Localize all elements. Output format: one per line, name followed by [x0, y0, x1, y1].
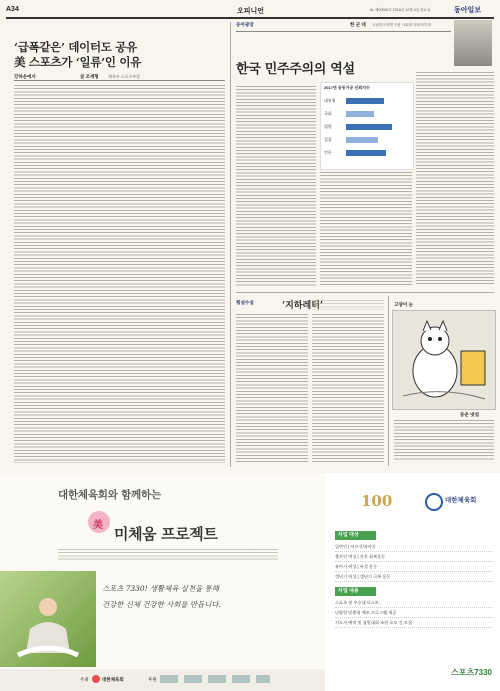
section2-list	[335, 598, 493, 628]
info-list-item: 유아기 여성 | 특성 운동	[335, 562, 493, 572]
info-list-item: 일반인 | 어르신/유아동	[335, 542, 493, 552]
program-info-panel	[325, 473, 500, 691]
left-byline-rule	[14, 80, 225, 81]
banner-photo	[0, 571, 96, 667]
cartoon-description	[394, 420, 494, 460]
banner-sponsor-name: 대한체육회	[102, 677, 124, 682]
chart-row	[324, 108, 410, 121]
info-list-item: 지도자 배치 및 참원대회 조편 오도 긴 모집	[335, 618, 493, 628]
center-headline: 한국 민주주의의 역설	[236, 62, 355, 77]
mischeum-banner	[0, 473, 325, 691]
left-series: 강하운에서	[14, 74, 36, 79]
info-list-item: 갱년기 여성 | 갱년기 극복 운동	[335, 572, 493, 582]
chart-row	[324, 147, 410, 160]
left-headline-line2: 美 스포츠가 ‘일류’인 이유	[14, 55, 141, 69]
left-body-text	[14, 85, 225, 463]
jaeon-column-label: 횡설수설	[236, 300, 254, 305]
info-list-item: 다양한 맞춤형 체조 프로그램 제공	[335, 608, 493, 618]
chart-row-label: 검찰	[324, 137, 332, 142]
section1-list	[335, 542, 493, 582]
banner-handwriting-2: 건강한 신체 건강한 사회를 만듭니다.	[102, 600, 221, 609]
issue-info: № 제00000호 2016년 12월 4일 화요일	[370, 8, 431, 12]
page-number: A34	[6, 6, 19, 13]
info-list-item: 출산인 여성 | 산후 회복운동	[335, 552, 493, 562]
sponsor-logo-icon	[92, 675, 100, 683]
center-body-col2	[320, 172, 412, 286]
jaeon-body-col2	[312, 314, 384, 464]
columnist-photo	[454, 20, 492, 66]
info-list-item: 스포츠 및 우승대 티스트	[335, 598, 493, 608]
trust-chart	[320, 82, 414, 170]
banner-sponsor-label: 주최	[80, 677, 89, 682]
jaeon-body-col1	[236, 314, 308, 464]
center-byline-role: 국립한국학연구원 사회학 정치학부장	[372, 23, 432, 27]
banner-handwriting-1: 스포츠 7330! 생활체육 실천을 통해	[102, 584, 219, 593]
jaeon-title: ‘지하레터’	[282, 301, 324, 311]
banner-prefix: 美	[93, 520, 103, 531]
center-byline-rule	[236, 31, 451, 32]
chart-title: 2017년 공동가공 신뢰지수	[324, 85, 370, 90]
chart-bar	[346, 98, 384, 104]
sports-7330-logo: 스포츠7330	[451, 668, 492, 677]
banner-organizer-label: 후원	[148, 677, 157, 682]
organizer-logos	[160, 675, 270, 683]
chart-bar	[346, 124, 392, 130]
banner-footer	[0, 669, 325, 691]
chart-row-label: 대통령	[324, 98, 336, 103]
centennial-number: 100	[361, 492, 393, 510]
chart-row-label: 국회	[324, 111, 332, 116]
banner-org-line: 대한체육회와 함께하는	[58, 489, 161, 501]
banner-title: 미체움 프로젝트	[114, 525, 218, 543]
cartoon-caption: 고양이 눈	[394, 302, 414, 307]
chart-bar	[346, 111, 374, 117]
org-name: 대한체육회	[445, 497, 477, 504]
chart-bar	[346, 137, 378, 143]
left-headline-line1: ‘급폭같은’ 데이터도 공유	[14, 40, 137, 54]
chart-row	[324, 121, 410, 134]
banner-description	[58, 549, 278, 561]
chart-row	[324, 134, 410, 147]
left-byline-role: 체육부 스포츠부장	[108, 74, 141, 79]
center-bottom-rule	[236, 292, 494, 293]
center-column-label: 동아광장	[236, 22, 254, 27]
chart-rows	[324, 95, 410, 160]
chart-bar	[346, 150, 386, 156]
section2-label: 사업 내용	[335, 587, 376, 596]
newspaper-logo: 동아일보	[454, 5, 482, 14]
section1-label: 사업 대상	[335, 531, 376, 540]
center-body-col3	[416, 72, 494, 286]
cartoon-credit: 동운 넷섭	[460, 412, 480, 417]
kso-logo-icon	[425, 493, 443, 511]
section-title: 오피니언	[237, 8, 265, 15]
header-rule	[6, 17, 494, 19]
left-headline	[14, 40, 224, 70]
column-divider	[230, 22, 231, 467]
center-byline: 한 군 대	[350, 22, 366, 27]
cartoon-image	[392, 310, 496, 410]
centennial-logo	[361, 491, 393, 511]
chart-row-label: 언론	[324, 150, 332, 155]
chart-row-label: 법원	[324, 124, 332, 129]
left-byline: 글 조세형	[80, 74, 99, 79]
chart-row	[324, 95, 410, 108]
center-body-col1	[236, 86, 316, 286]
